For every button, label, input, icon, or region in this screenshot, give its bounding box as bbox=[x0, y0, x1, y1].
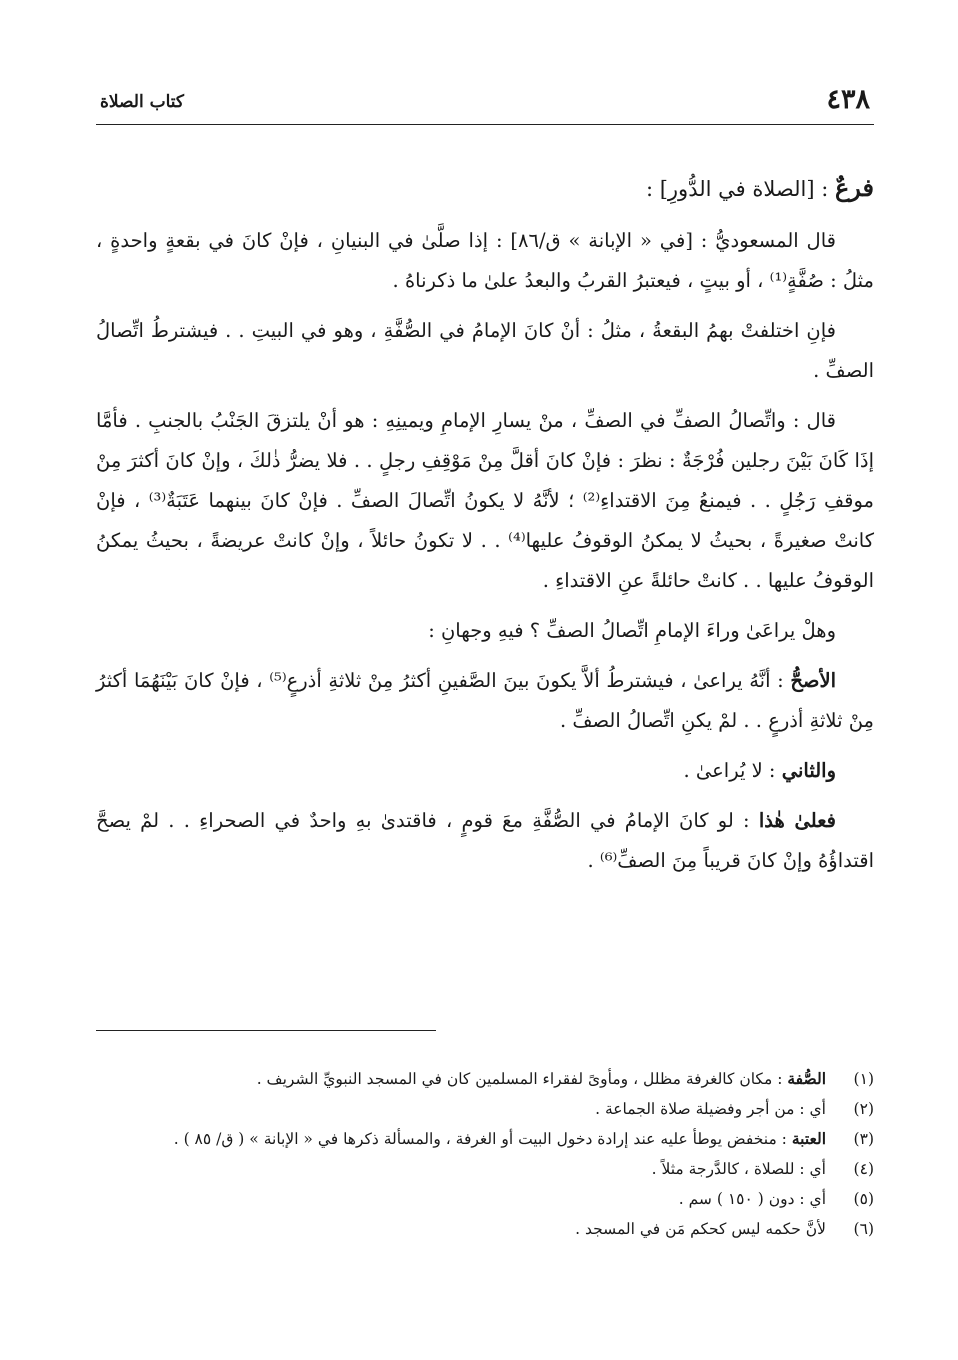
footnotes bbox=[96, 1064, 874, 1244]
footnote bbox=[96, 1184, 874, 1214]
page-number: ٤٣٨ bbox=[826, 84, 870, 115]
paragraph: وهلْ يراعَىٰ وراءَ الإمامِ اتِّصالُ الصفِّ ؟ فيهِ وجهانِ : bbox=[428, 619, 836, 642]
footnote bbox=[96, 1214, 874, 1244]
footnote-body: لأنَّ حكمه ليس كحكم مَن في المسجد . bbox=[575, 1220, 826, 1238]
page-header bbox=[96, 78, 874, 125]
opinion-label: والثاني bbox=[781, 759, 836, 782]
paragraph: قال المسعوديُّ : [في « الإبانة » ق/٨٦] : إذا صلَّىٰ في البنيانِ ، فإنْ كانَ في بقعةٍ واحدةٍ ، مثلُ : صُفَّةٍ⁽¹⁾ ، أو بيتٍ ، فيعتبرُ القربُ والبعدُ علىٰ ما ذكرناهُ . bbox=[96, 229, 874, 292]
footnote bbox=[96, 1064, 874, 1094]
footnote-number: (٤) bbox=[853, 1160, 874, 1178]
footnote-text bbox=[96, 1064, 826, 1094]
section-heading-text: : [الصلاة في الدُّورِ] : bbox=[645, 177, 835, 201]
opinion-thani bbox=[96, 751, 874, 791]
section-heading bbox=[96, 168, 874, 209]
opinion-text: : أنَّهُ يراعىٰ ، فيشترطُ ألاَّ يكونَ بينَ الصَّفينِ أكثرُ مِنْ ثلاثةِ أذرعٍ⁽⁵⁾ ، فإنْ كانَ بَيْنَهُمَا أكثرُ مِنْ ثلاثةِ أذرعٍ . . لمْ يكنِ اتِّصالُ الصفِّ . bbox=[96, 669, 874, 732]
footnote bbox=[96, 1154, 874, 1184]
opinion-text: : لا يُراعىٰ . bbox=[683, 759, 782, 782]
opinion-consequence bbox=[96, 801, 874, 881]
footnote-body: : منخفض يوطأ عليه عند إرادة دخول البيت أو الغرفة ، والمسألة ذكرها في « الإبانة » ( ق/ ٨٥ ) . bbox=[173, 1130, 792, 1148]
footnote-body: : مكان كالغرفة مظلل ، ومأوىً لفقراء المسلمين كان في المسجد النبويِّ الشريف . bbox=[256, 1070, 788, 1088]
footnote-text bbox=[96, 1214, 826, 1244]
footnote-text bbox=[96, 1154, 826, 1184]
opinion-asahh bbox=[96, 661, 874, 741]
footnote-number: (٢) bbox=[853, 1100, 874, 1118]
footnote-body: أي : للصلاة ، كالدَّرجة مثلاً . bbox=[651, 1160, 826, 1178]
opinion-label: فعلىٰ هٰذا bbox=[758, 809, 836, 832]
footnote-text bbox=[96, 1094, 826, 1124]
paragraph: فإنِ اختلفتْ بهمُ البقعةُ ، مثلُ : أنْ كانَ الإمامُ في الصُّفَّةِ ، وهو في البيتِ . . فيشترطُ اتِّصالُ الصفِّ . bbox=[96, 319, 874, 382]
footnote bbox=[96, 1124, 874, 1154]
footnote-text bbox=[96, 1124, 826, 1154]
footnote-number: (٥) bbox=[853, 1190, 874, 1208]
opinion-text: : لو كانَ الإمامُ في الصُّفَّةِ معَ قومٍ ، فاقتدىٰ بهِ واحدٌ في الصحراءِ . . لمْ يصحَّ اقتداؤُهُ وإنْ كانَ قريباً مِنَ الصفِّ⁽⁶⁾ . bbox=[96, 809, 874, 872]
section-heading-label: فرعٌ bbox=[834, 173, 874, 202]
footnote-term: العتبة bbox=[791, 1129, 826, 1148]
footnote-number: (٣) bbox=[853, 1130, 874, 1148]
running-title: كتاب الصلاة bbox=[100, 92, 185, 112]
footnote-text bbox=[96, 1184, 826, 1214]
paragraph: قال : واتِّصالُ الصفِّ في الصفِّ ، منْ يسارِ الإمامِ ويمينِهِ : هو أنْ يلتزقَ الجَنْبُ بالجنبِ . فأمَّا إذَا كَانَ بَيْنَ رجلين فُرْجَةٌ : نظرَ : فإنْ كانَ أقلَّ مِنْ مَوْقِفِ رجلٍ . . فلا يضرُّ ذٰلكَ ، وإنْ كانَ أكثرَ مِنْ موقفِ رَجُلٍ . . فيمنعُ مِنَ الاقتداءِ⁽²⁾ ؛ لأنَّهُ لا يكونُ اتِّصالَ الصفِّ . فإنْ كانَ بينهما عَتَبَةٌ⁽³⁾ ، فإنْ كانتْ صغيرةً ، بحيثُ لا يمكنُ الوقوفُ عليها⁽⁴⁾ . . لا تكونُ حائلاً ، وإنْ كانتْ عريضةً ، بحيثُ يمكنُ الوقوفُ عليها . . كانتْ حائلةً عنِ الاقتداءِ . bbox=[96, 409, 874, 592]
footnote-body: أي : دون ( ١٥٠ ) سم . bbox=[678, 1190, 826, 1208]
footnote-separator bbox=[96, 1030, 436, 1031]
footnote-term: الصُّفة bbox=[787, 1069, 826, 1088]
opinion-label: الأصحُّ bbox=[790, 669, 837, 692]
footnote bbox=[96, 1094, 874, 1124]
main-text bbox=[96, 168, 874, 891]
footnote-body: أي : من أجر وفضيلة صلاة الجماعة . bbox=[595, 1100, 826, 1118]
footnote-number: (١) bbox=[853, 1070, 874, 1088]
footnote-number: (٦) bbox=[853, 1220, 874, 1238]
